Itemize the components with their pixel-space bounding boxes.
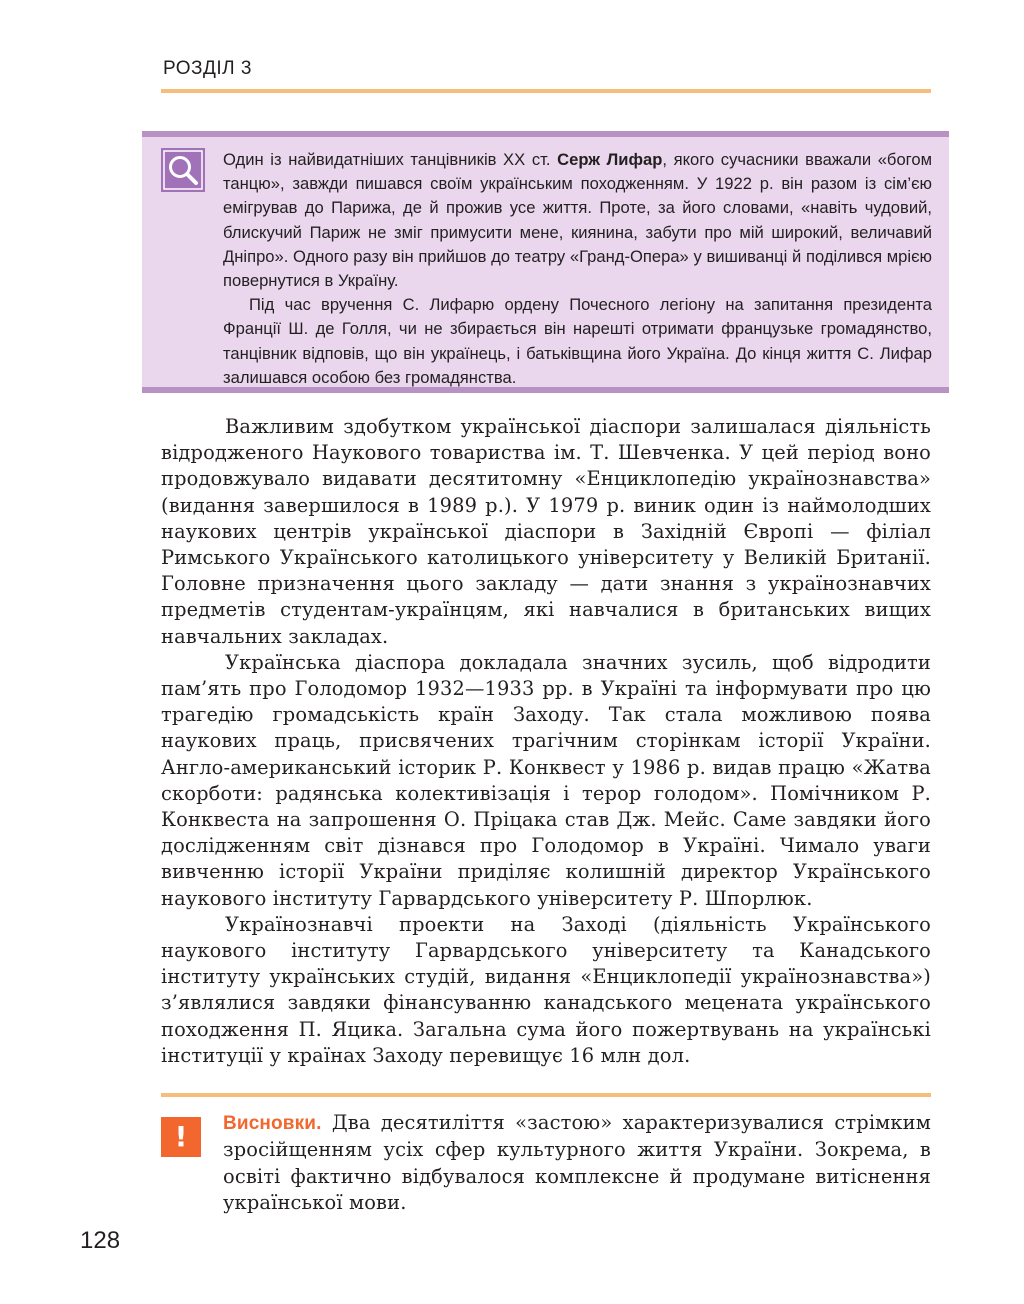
conclusion-text: Два десятиліття «застою» характеризувалися стрімким зросійщенням усіх сфер культурного життя України. Зокрема, в освіті фактично відбувалося комплексне й продумане витіснення української мови. [223, 1111, 931, 1215]
conclusion-paragraph [223, 1110, 931, 1217]
info-paragraph-2: Під час вручення С. Лифарю ордену Почесного легіону на запитання президента Франції Ш. де Голля, чи не збирається він нарешті отримати французьке громадянство, танцівник відповів, що він українець, і батьківщина його Україна. До кінця життя С. Лифар залишався особою без громадянства. [223, 295, 932, 387]
info-box [142, 131, 949, 393]
conclusion-block [223, 1110, 931, 1217]
main-paragraph-2: Українська діаспора докладала значних зусиль, щоб відродити пам’ять про Голодомор 1932—1933 рр. в Україні та інформувати про цю трагедію громадськість країн Заходу. Так стала можливою поява наукових праць, присвячених трагічним сторінкам історії України. Англо-американський історик Р. Конквест у 1986 р. видав працю «Жатва скорботи: радянська колективізація і терор голодом». Помічником Р. Конквеста на запрошення О. Пріцака став Дж. Мейс. Саме завдяки його дослідженням світ дізнався про Голодомор в Україні. Чимало уваги вивченню історії України приділяє колишній директор Українського наукового інституту Гарвардського університету Р. Шпорлюк. [161, 650, 931, 910]
info-box-text [223, 148, 932, 390]
info-paragraph-1 [223, 148, 932, 293]
conclusion-divider [161, 1093, 931, 1097]
main-paragraph-3: Українознавчі проекти на Заході (діяльність Українського наукового інституту Гарвардського університету та Канадського інституту українських студій, видання «Енциклопедії українознавства») з’являлися завдяки фінансуванню канадського мецената українського походження П. Яцика. Загальна сума його пожертвувань на українські інституції у країнах Заходу перевищує 16 млн дол. [161, 912, 931, 1067]
exclamation-icon: ! [161, 1117, 201, 1157]
page-number: 128 [80, 1227, 121, 1254]
main-paragraph-1: Важливим здобутком української діаспори залишалася діяльність відродженого Наукового товариства ім. Т. Шевченка. У цей період воно продовжувало видавати десятитомну «Енциклопедію українознавства» (видання завершилося в 1989 р.). У 1979 р. виник один із наймолодших наукових центрів української діаспори в Західній Європі — філіал Римського Українського католицького університету у Великій Британії. Головне призначення цього закладу — дати знання з українознавчих предметів студентам-українцям, які навчалися в британських вищих навчальних закладах. [161, 415, 931, 648]
conclusion-label: Висновки. [223, 1113, 322, 1134]
magnifier-icon [161, 148, 205, 192]
section-label: РОЗДІЛ 3 [163, 58, 252, 79]
info-paragraph-1-rest: , якого сучасники вважали «богом танцю», завжди пишався своїм українським походженням. У 1922 р. він разом із сім’єю емігрував до Парижа, де й прожив усе життя. Проте, за його словами, «навіть чудовий, блискучий Париж не зміг примусити мене, киянина, забути про мій широкий, величавий Дніпро». Одного разу він прийшов до театру «Гранд-Опера» у вишиванці й поділився мрією повернутися в Україну. [223, 150, 932, 291]
info-paragraph-1-start: Один із найвидатніших танцівників XX ст. [223, 150, 558, 169]
info-highlight-name: Серж Лифар [557, 150, 663, 169]
header-divider [161, 89, 931, 93]
main-text [161, 414, 931, 1069]
